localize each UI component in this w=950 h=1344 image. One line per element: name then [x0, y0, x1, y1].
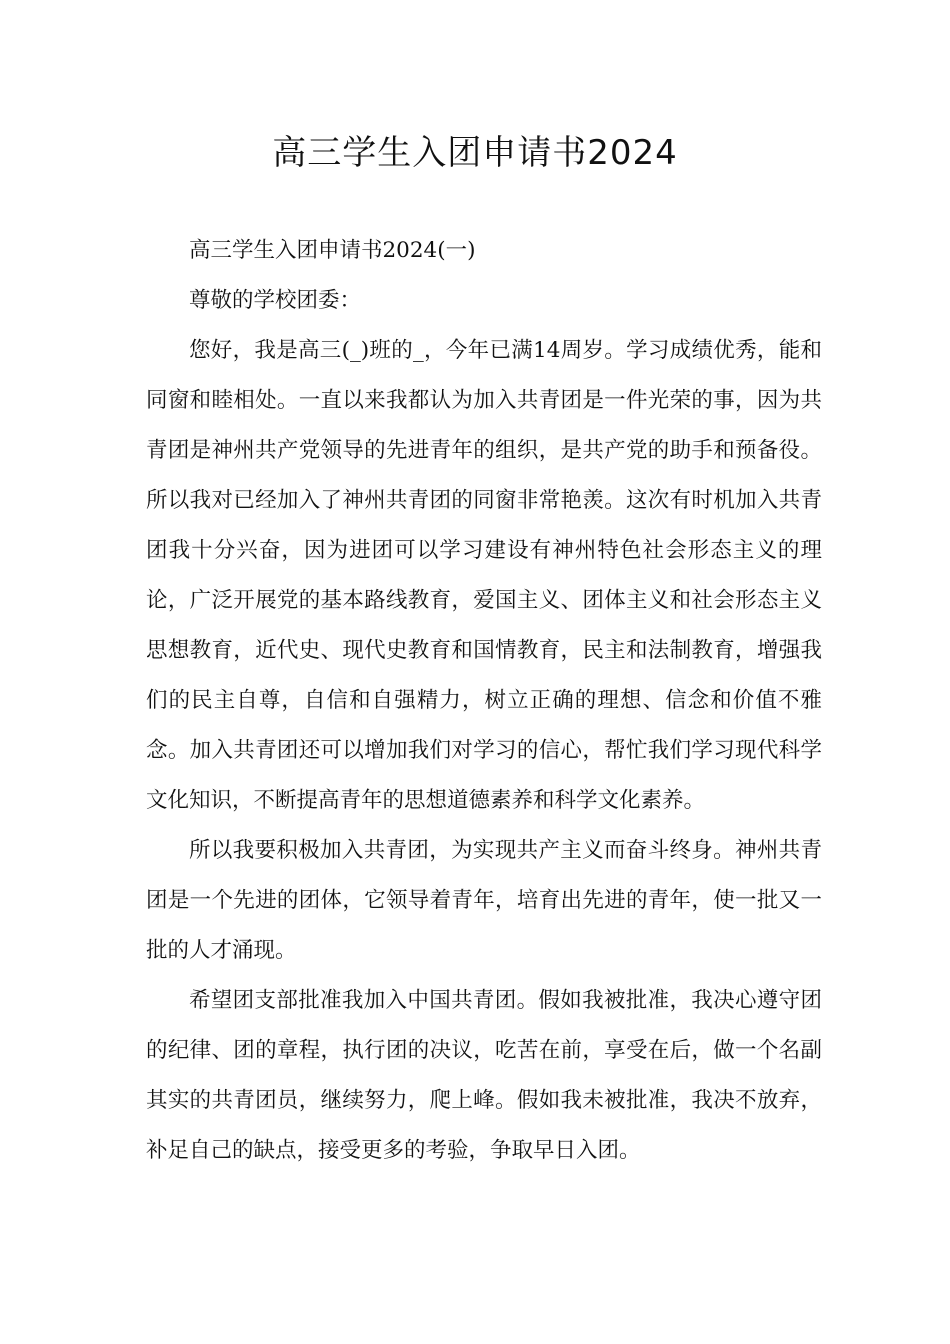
body-paragraph: 希望团支部批准我加入中国共青团。假如我被批准，我决心遵守团的纪律、团的章程，执行团的决议，吃苦在前，享受在后，做一个名副其实的共青团员，继续努力，爬上峰。假如我未被批准，我决不放弃，补足自己的缺点，接受更多的考验，争取早日入团。	[146, 988, 822, 1163]
subtitle-paragraph: 高三学生入团申请书2024(一)	[189, 238, 476, 263]
document-title: 高三学生入团申请书2024	[272, 133, 678, 173]
body-paragraph: 所以我要积极加入共青团，为实现共产主义而奋斗终身。神州共青团是一个先进的团体，它领导着青年，培育出先进的青年，使一批又一批的人才涌现。	[146, 838, 822, 963]
document-body	[146, 226, 822, 1176]
body-paragraph: 您好，我是高三(_)班的_，今年已满14周岁。学习成绩优秀，能和同窗和睦相处。一直以来我都认为加入共青团是一件光荣的事，因为共青团是神州共产党领导的先进青年的组织，是共产党的助手和预备役。所以我对已经加入了神州共青团的同窗非常艳羡。这次有时机加入共青团我十分兴奋，因为进团可以学习建设有神州特色社会形态主义的理论，广泛开展党的基本路线教育，爱国主义、团体主义和社会形态主义思想教育，近代史、现代史教育和国情教育，民主和法制教育，增强我们的民主自尊，自信和自强精力，树立正确的理想、信念和价值不雅念。加入共青团还可以增加我们对学习的信心，帮忙我们学习现代科学文化知识，不断提高青年的思想道德素养和科学文化素养。	[146, 338, 822, 813]
salutation-paragraph: 尊敬的学校团委：	[189, 288, 362, 313]
